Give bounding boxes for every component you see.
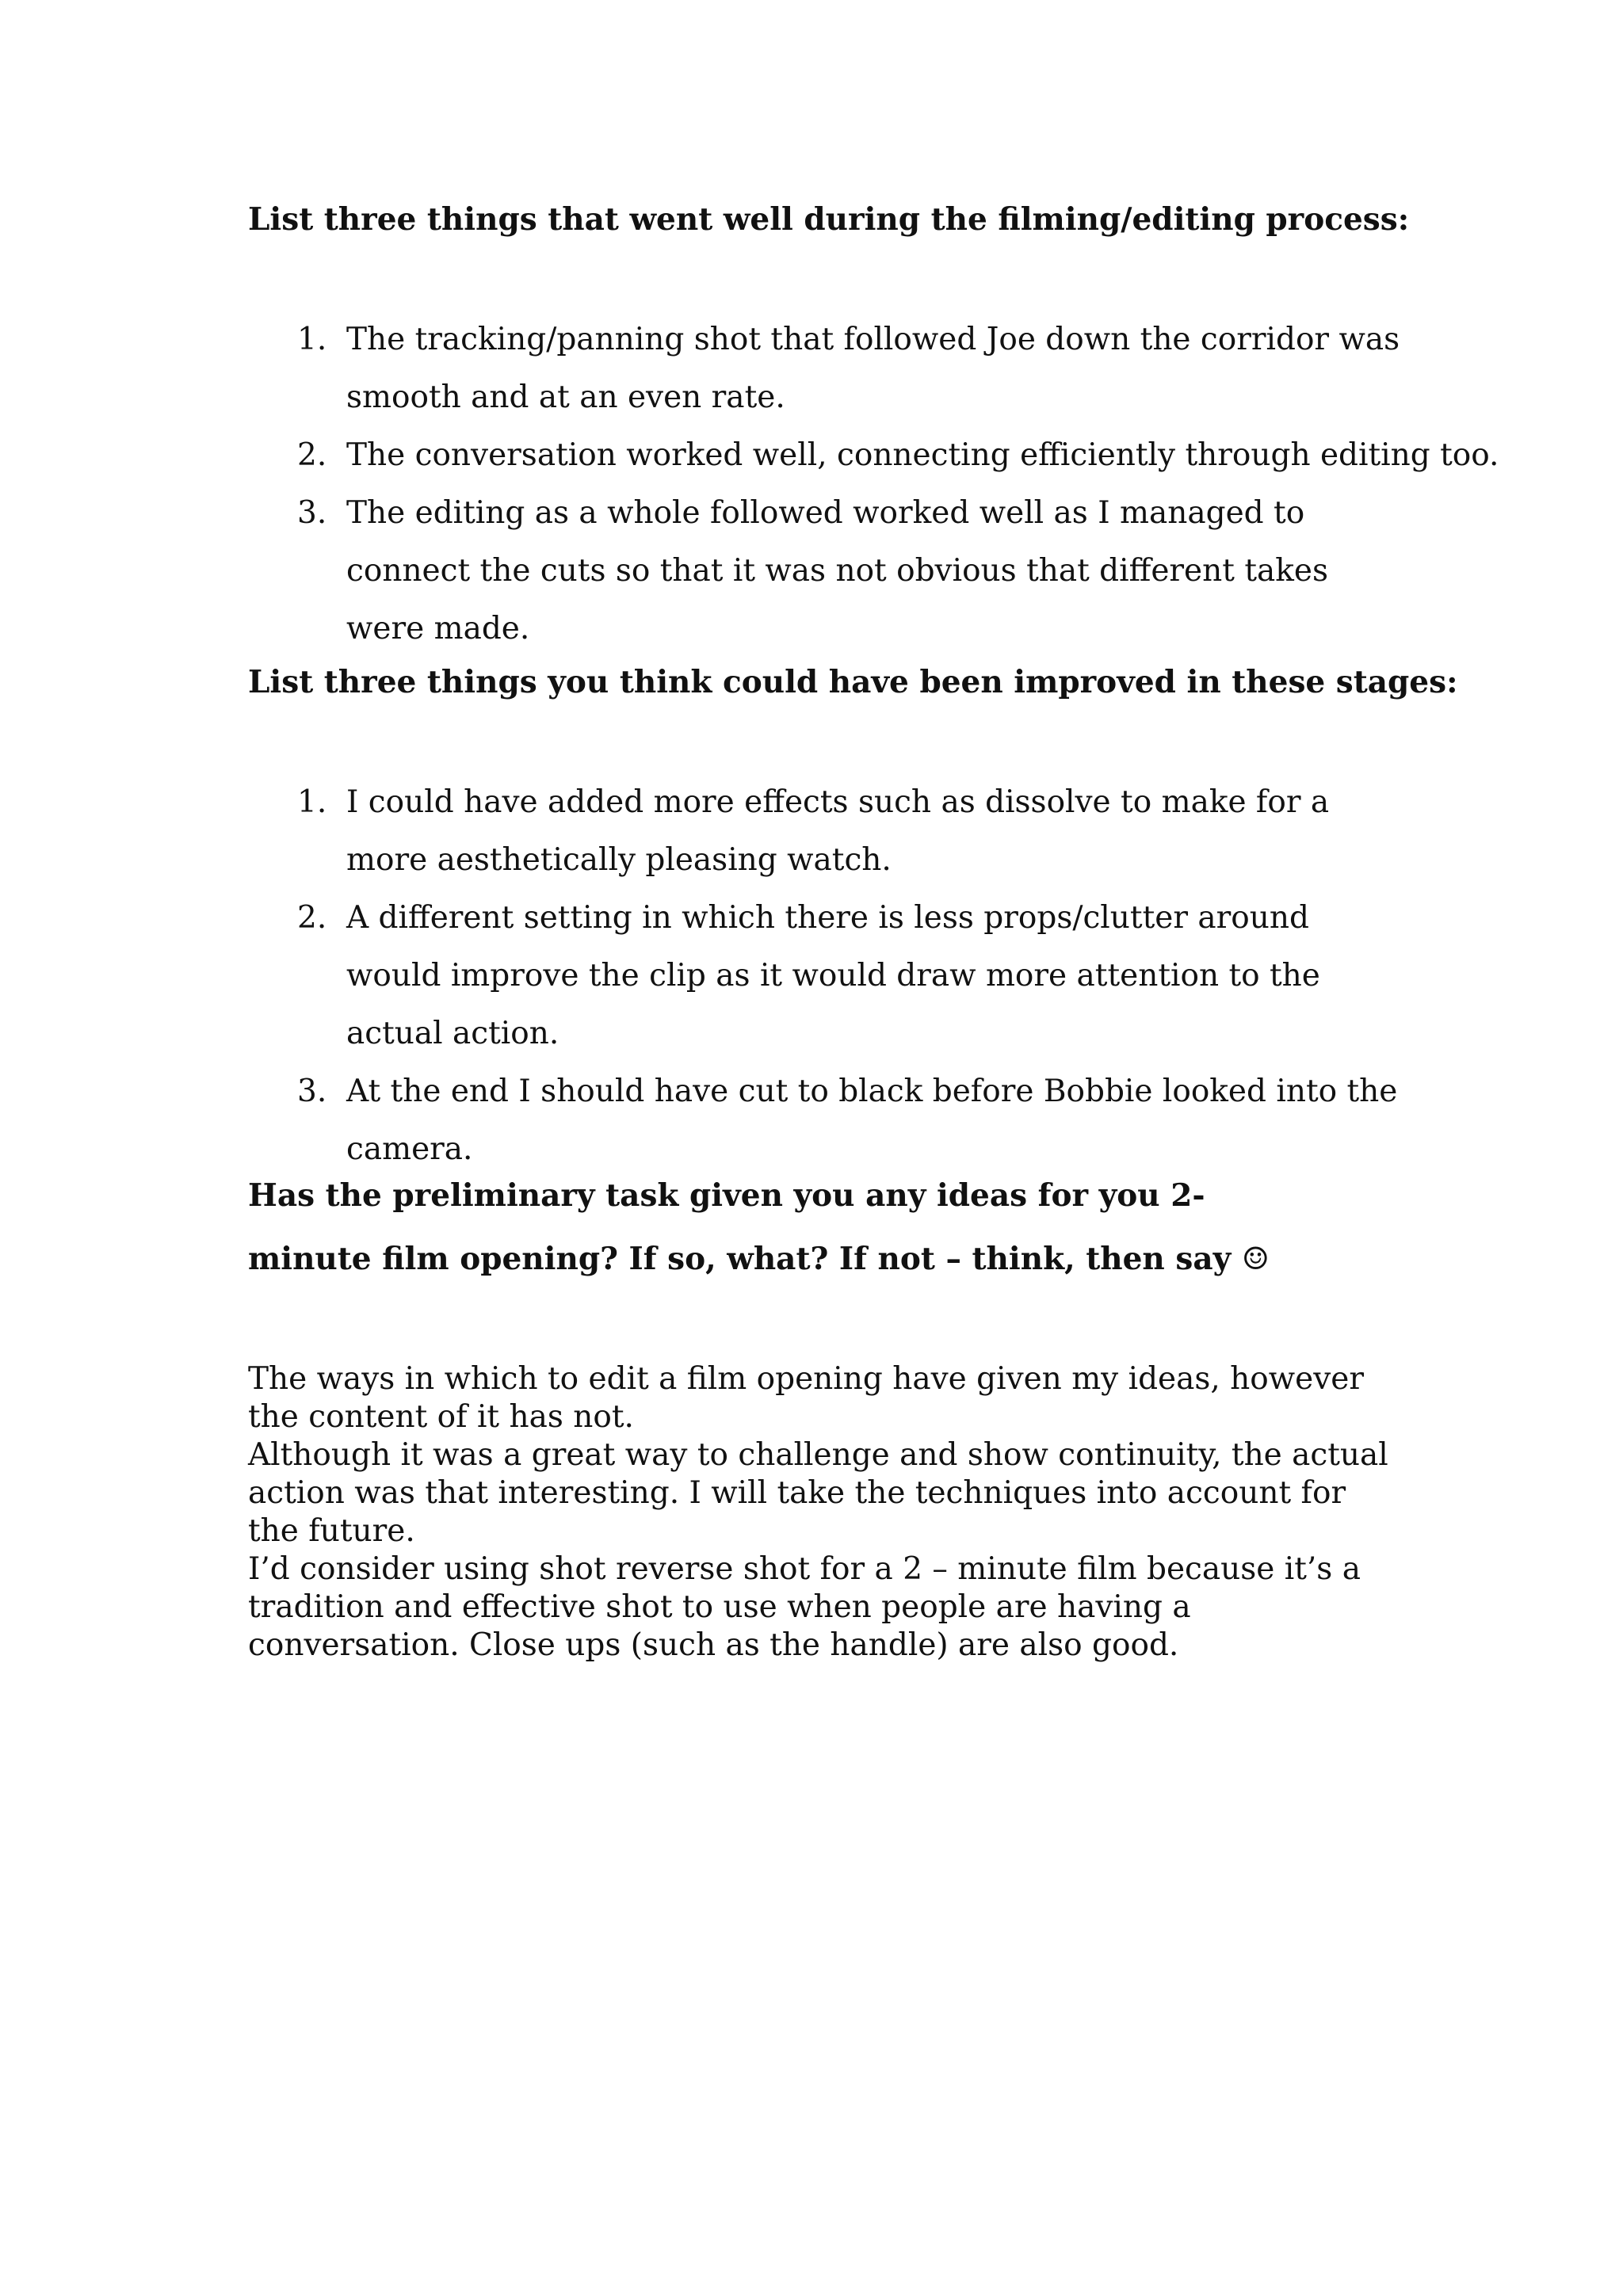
list-item-text: The tracking/panning shot that followed Joe down the corridor was smooth and at an even rate. [346, 322, 1400, 415]
list-number: 2. [297, 437, 327, 473]
answer-paragraph: The ways in which to edit a film opening have given my ideas, however the content of it has not. [248, 1361, 1364, 1435]
list-item-text: The conversation worked well, connecting efficiently through editing too. [346, 437, 1499, 473]
list-number: 1. [297, 784, 327, 820]
list-number: 3. [297, 495, 327, 531]
section-heading-went-well: List three things that went well during the filming/editing process: [248, 201, 1410, 238]
list-item-text: I could have added more effects such as dissolve to make for a more aesthetically pleasing watch. [346, 784, 1330, 878]
list-item-text: At the end I should have cut to black before Bobbie looked into the camera. [346, 1074, 1398, 1167]
went-well-list [248, 311, 1499, 658]
list-item-text: A different setting in which there is less props/clutter around would improve the clip as it would draw more attention to the actual action. [346, 900, 1320, 1051]
list-number: 3. [297, 1074, 327, 1109]
list-number: 1. [297, 322, 327, 357]
list-item [248, 1062, 1405, 1178]
section-heading-improvements: List three things you think could have been improved in these stages: [248, 664, 1458, 700]
list-item [248, 889, 1405, 1062]
list-item [248, 311, 1405, 426]
list-item [248, 426, 1499, 484]
answer-paragraph: Although it was a great way to challenge and show continuity, the actual action was that interesting. I will take the techniques into account for the future. [248, 1437, 1388, 1549]
improvements-list [248, 773, 1405, 1178]
ideas-answer [248, 1360, 1405, 1665]
list-item [248, 773, 1405, 889]
list-number: 2. [297, 900, 327, 936]
section-heading-ideas: Has the preliminary task given you any ideas for you 2-minute film opening? If so, what? If not – think, then say ☺ [248, 1177, 1270, 1277]
list-item-text: The editing as a whole followed worked well as I managed to connect the cuts so that it was not obvious that different takes were made. [346, 495, 1328, 646]
answer-paragraph: I’d consider using shot reverse shot for a 2 – minute film because it’s a tradition and effective shot to use when people are having a conversation. Close ups (such as the handle) are also good. [248, 1551, 1361, 1663]
list-item [248, 484, 1405, 658]
